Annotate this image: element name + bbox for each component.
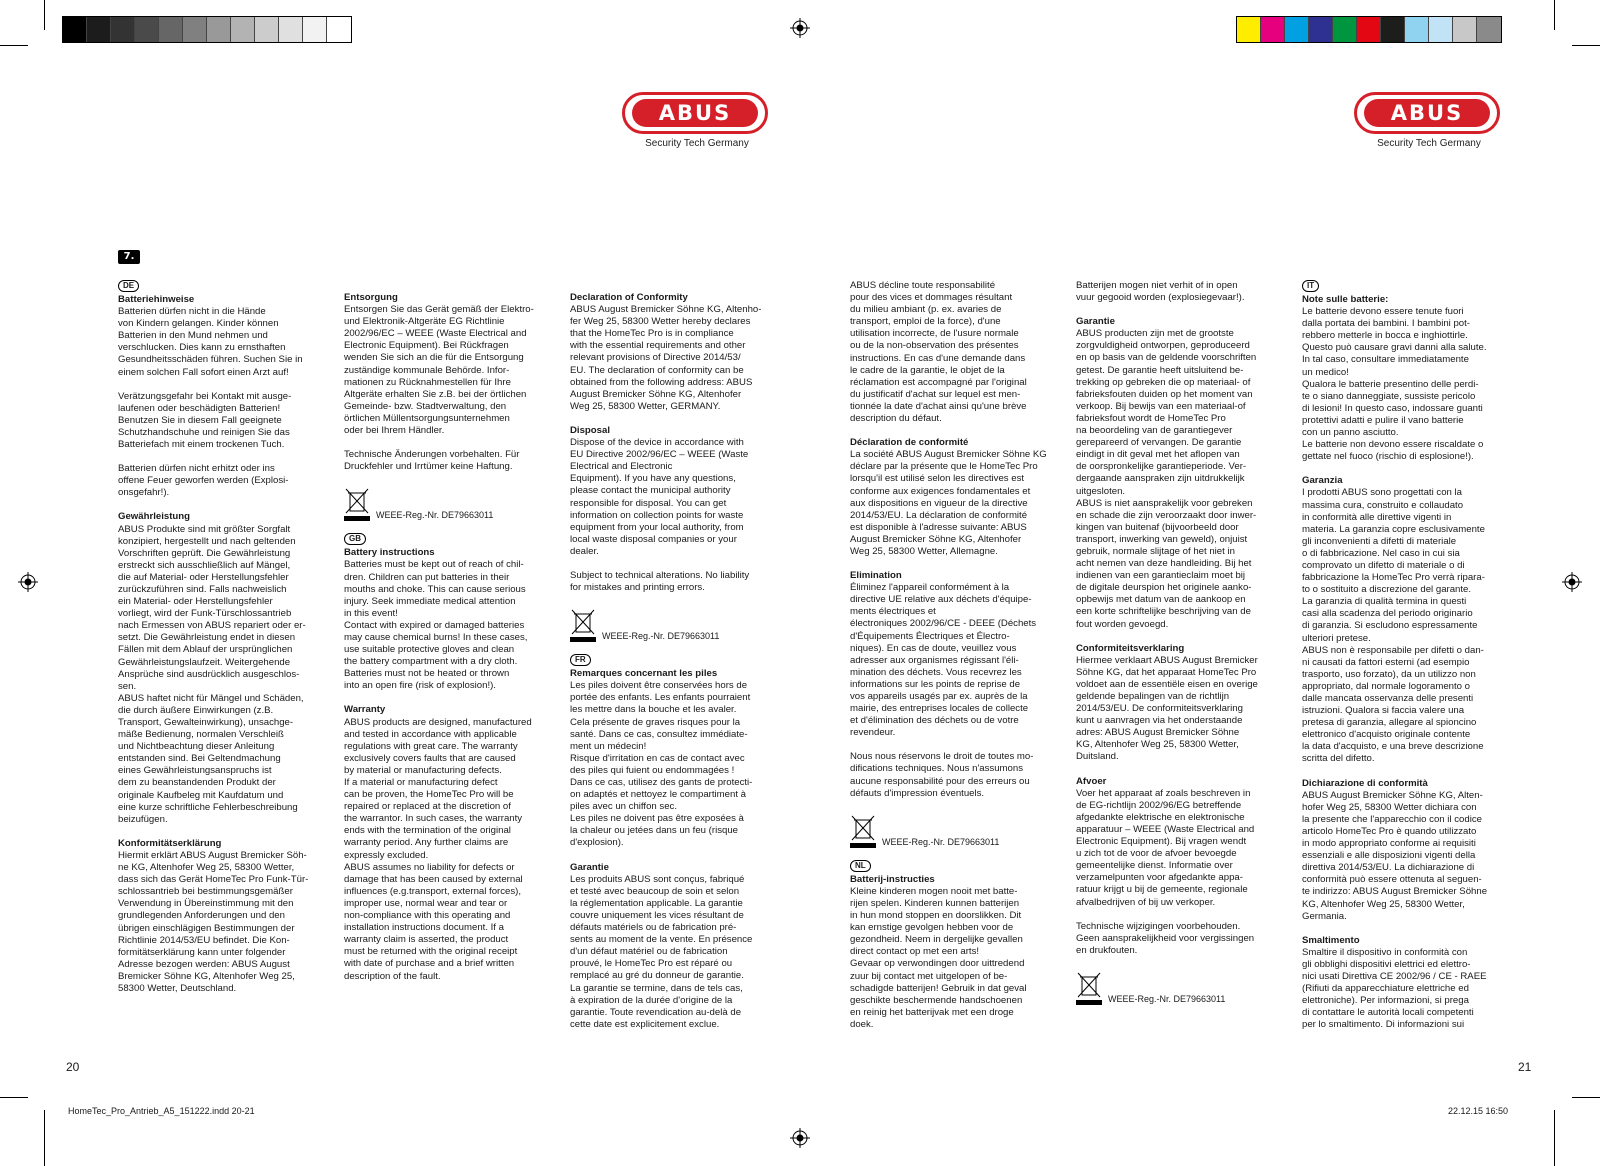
heading: Garanzia <box>1302 475 1343 487</box>
paragraph: Les piles doivent être conservées hors de portée des enfants. Les enfants pourraient les mettre dans la bouche et les avaler. Cela présente de graves risques pour la santé. Dans ce cas, consultez immédiate- ment un médecin! Risque d'irritation en cas de contact avec des piles qui fuient ou endommagées ! Dans ce cas, utilisez des gants de protecti- on adaptés et nettoyez le compartiment à piles avec un chiffon sec. Les piles ne doivent pas être exposées à la chaleur ou jetées dans un feu (risque d'explosion). <box>570 680 753 849</box>
paragraph: Batterien dürfen nicht erhitzt oder ins offene Feuer geworfen werden (Explosi- onsgefahr!). <box>118 463 289 499</box>
registration-mark-icon <box>790 1128 810 1148</box>
crossed-bin-icon <box>570 608 596 642</box>
paragraph: Kleine kinderen mogen nooit met batte- rijen spelen. Kinderen kunnen batterijen in hun mond stoppen en doorslikken. Dit kan ernstige gevolgen hebben voor de gezondheid. Neem in dergelijke gevallen direct contact op met een arts! Gevaar op verwondingen door uittredend zuur bij contact met uitgelopen of be- schadigde batterijen! Gebruik in dat geval geschikte beschermende handschoenen en reinig het batterijvak met een droge doek. <box>850 885 1027 1030</box>
crop-mark <box>1572 1097 1600 1098</box>
heading: Entsorgung <box>344 292 398 303</box>
page-number-right: 21 <box>1518 1060 1532 1074</box>
language-badge: NL <box>850 860 871 872</box>
abus-logo <box>1354 92 1504 149</box>
color-swatch <box>135 17 159 42</box>
color-bar <box>1236 16 1502 43</box>
column-de-gb <box>344 292 554 983</box>
heading: Elimination <box>850 570 902 582</box>
heading: Garantie <box>1076 316 1115 328</box>
abus-logo <box>622 92 772 149</box>
color-swatch <box>63 17 87 42</box>
crossed-bin-icon <box>1076 971 1102 1005</box>
color-swatch <box>1429 17 1453 42</box>
weee-label: WEEE-Reg.-Nr. DE79663011 <box>882 836 1000 847</box>
heading: Declaration of Conformity <box>570 292 688 303</box>
crossed-bin-icon <box>344 487 370 521</box>
section-number: 7. <box>118 250 140 264</box>
logo-tagline: Security Tech Germany <box>645 138 749 149</box>
weee-symbol <box>570 608 780 642</box>
paragraph: ABUS products are designed, manufactured and tested in accordance with applicable regulations with great care. The warranty exclusively covers faults that are caused by material or manufacturing defects. If a material or manufacturing defect can be proven, the HomeTec Pro will be repaired or replaced at the discretion of the warrantor. In such cases, the warranty ends with the termination of the original warranty period. Any further claims are expressly excluded. ABUS assumes no liability for defects or damage that has been caused by external influences (e.g.transport, external forces), improper use, normal wear and tear or non-compliance with this operating and installation instructions document. If a warranty claim is asserted, the product must be returned with the original receipt with date of purchase and a brief written description of the fault. <box>344 716 532 982</box>
weee-label: WEEE-Reg.-Nr. DE79663011 <box>602 631 720 642</box>
color-swatch <box>327 17 351 42</box>
paragraph: ABUS producten zijn met de grootste zorgvuldigheid ontworpen, geproduceerd en op basis van de geldende voorschriften getest. De garantie heeft uitsluitend be- trekking op gebreken die op materiaal- of fabrieksfouten duiden op het moment van verkoop. Bij bewijs van een materiaal-of fabrieksfout wordt de HomeTec Pro na beoordeling van de garantiegever gerepareerd of vervangen. De garantie eindigt in dit geval met het aflopen van de oorspronkelijke garantieperiode. Ver- dergaande aanspraken zijn uitdrukkelijk uitgesloten. ABUS is niet aansprakelijk voor gebreken en schade die zijn veroorzaakt door inwer- kingen van buitenaf (bijvoorbeeld door transport, inwerking van geweld), onjuist gebruik, normale slijtage of het niet in acht nemen van deze handleiding. Bij het indienen van een garantieclaim moet bij de digitale deurspion het originele aanko- opbewijs met datum van de aankoop en een korte schriftelijke beschrijving van de fout worden gevoegd. <box>1076 328 1257 630</box>
color-swatch <box>1405 17 1429 42</box>
color-swatch <box>87 17 111 42</box>
column-fr-nl <box>850 280 1060 1031</box>
color-swatch <box>279 17 303 42</box>
heading: Gewährleistung <box>118 511 190 523</box>
color-swatch <box>1477 17 1501 42</box>
registration-mark-icon <box>18 572 38 592</box>
color-swatch <box>1237 17 1261 42</box>
language-badge: FR <box>570 654 591 666</box>
paragraph: Entsorgen Sie das Gerät gemäß der Elektro- und Elektronik-Altgeräte EG Richtlinie 2002/96/EC – WEEE (Waste Electrical and Electronic Equipment). Bei Rückfragen wenden Sie sich an die für die Entsorgung zuständige kommunale Behörde. Infor- mationen zu Rücknahmestellen für Ihre Altgeräte erhalten Sie z.B. bei der örtlichen Gemeinde- bzw. Stadtverwaltung, den örtlichen Müllentsorgungsunternehmen oder bei Ihrem Händler. <box>344 304 534 437</box>
paragraph: ABUS August Bremicker Söhne KG, Altenho- fer Weg 25, 58300 Wetter hereby declares that the HomeTec Pro is in compliance with the essential requirements and other relevant provisions of Directive 2014/53/ EU. The declaration of conformity can be obtained from the following address: ABUS August Bremicker Söhne KG, Altenhofer Weg 25, 58300 Wetter, GERMANY. <box>570 304 762 412</box>
paragraph: Dispose of the device in accordance with EU Directive 2002/96/EC – WEEE (Waste Electrical and Electronic Equipment). If you have any questions, please contact the municipal authority responsible for disposal. You can get information on collection points for waste equipment from your local authority, from local waste disposal companies or your dealer. <box>570 437 749 557</box>
crop-mark <box>44 1110 45 1166</box>
color-swatch <box>1333 17 1357 42</box>
color-swatch <box>1261 17 1285 42</box>
paragraph: Voer het apparaat af zoals beschreven in de EG-richtlijn 2002/96/EG betreffende afgedankte elektrische en elektronische apparatuur – WEEE (Waste Electrical and Electronic Equipment). Bij vragen wendt u zich tot de voor de afvoer bevoegde gemeentelijke dienst. Informatie over verzamelpunten voor afgedankte appa- ratuur krijgt u bij de gemeente, regionale afvalbedrijven of bij uw verkoper. <box>1076 787 1255 908</box>
paragraph: Technische wijzigingen voorbehouden. Geen aansprakelijkheid voor vergissingen en drukfouten. <box>1076 920 1255 956</box>
heading: Afvoer <box>1076 775 1107 787</box>
color-swatch <box>1453 17 1477 42</box>
column-gb-fr <box>570 292 780 1031</box>
logo-text: ABUS <box>1364 99 1490 127</box>
language-badge: GB <box>344 533 366 545</box>
heading: Disposal <box>570 424 610 436</box>
paragraph: Éliminez l'appareil conformément à la directive UE relative aux déchets d'équipe- ments électriques et électroniques 2002/96/CE - DEEE (Déchets d'Équipements Électriques et Électro- niques). En cas de doute, veuillez vous adresser aux organismes régissant l'éli- mination des déchets. Vous recevrez les informations sur les points de reprise de vos appareils usagés par ex. auprès de la mairie, des entreprises locales de collecte et d'élimination des déchets ou de votre revendeur. <box>850 582 1037 739</box>
paragraph: ABUS Produkte sind mit größter Sorgfalt konzipiert, hergestellt und nach geltenden Vorschriften geprüft. Die Gewährleistung erstreckt sich ausschließlich auf Mängel, die auf Material- oder Herstellungsfehler zurückzuführen sind. Falls nachweislich ein Material- oder Herstellungsfehler vorliegt, wird der Funk-Türschlossantrieb nach Ermessen von ABUS repariert oder er- setzt. Die Gewährleistung endet in diesen Fällen mit dem Ablauf der ursprünglichen Gewährleistungslaufzeit. Weitergehende Ansprüche sind ausdrücklich ausgeschlos- sen. ABUS haftet nicht für Mängel und Schäden, die durch äußere Einwirkungen (z.B. Transport, Gewalteinwirkung), unsachge- mäße Bedienung, normalen Verschleiß und Nichtbeachtung dieser Anleitung entstanden sind. Bei Geltendmachung eines Gewährleistungsanspruchs ist dem zu beanstandenden Produkt der originale Kaufbeleg mit Kaufdatum und eine kurze schriftliche Fehlerbeschreibung beizufügen. <box>118 523 306 825</box>
paragraph: Batterien dürfen nicht in die Hände von Kindern gelangen. Kinder können Batterien in den Mund nehmen und verschlucken. Dies kann zu ernsthaften Gesundheitsschäden führen. Suchen Sie in einem solchen Fall sofort einen Arzt auf! <box>118 306 303 378</box>
paragraph: Smaltire il dispositivo in conformità con gli obblighi dispositivi elettrici ed elettro- nici usati Direttiva CE 2002/96 / CE - RAEE (Rifiuti da apparecchiature elettriche ed elettroniche). Per informazioni, si prega di contattare le autorità locali competenti per lo smaltimento. Di informazioni sui <box>1302 946 1487 1031</box>
column-de <box>118 280 328 995</box>
registration-mark-icon <box>1562 572 1582 592</box>
paragraph: ABUS décline toute responsabilité pour des vices et dommages résultant du milieu ambiant (p. ex. avaries de transport, emploi de la force), d'une utilisation incorrecte, de l'usure normale ou de la non-observation des présentes instructions. En cas d'une demande dans le cadre de la garantie, le objet de la réclamation est accompagné par l'original du justificatif d'achat sur lequel est men- tionnée la date d'achat ainsi qu'une brève description du défaut. <box>850 280 1027 425</box>
paragraph: Batteries must be kept out of reach of chil- dren. Children can put batteries in their mouths and choke. This can cause serious injury. Seek immediate medical attention in this event! Contact with expired or damaged batteries may cause chemical burns! In these cases, use suitable protective gloves and clean the battery compartment with a dry cloth. Batteries must not be heated or thrown into an open fire (risk of explosion!). <box>344 559 528 692</box>
paragraph: Subject to technical alterations. No liability for mistakes and printing errors. <box>570 569 750 594</box>
paragraph: Le batterie devono essere tenute fuori dalla portata dei bambini. I bambini pot- rebbero metterle in bocca e inghiottirle. Questo può causare gravi danni alla salute. In tal caso, consultare immediatamente un medico! Qualora le batterie presentino delle perdi- te o siano danneggiate, sussiste pericolo di lesioni! In questo caso, indossare guanti protettivi adatti e pulire il vano batterie con un panno asciutto. Le batterie non devono essere riscaldate o gettate nel fuoco (rischio di esplosione!). <box>1302 306 1487 463</box>
color-swatch <box>1285 17 1309 42</box>
paragraph: Les produits ABUS sont conçus, fabriqué et testé avec beaucoup de soin et selon la réglementation applicable. La garantie couvre uniquement les vices résultant de défauts matériels ou de fabrication pré- sents au moment de la vente. En présence d'un défaut matériel ou de fabrication prouvé, le HomeTec Pro est réparé ou remplacé au gré du donneur de garantie. La garantie se termine, dans de tels cas, à expiration de la durée d'origine de la garantie. Toute revendication au-delà de cette date est explicitement exclue. <box>570 873 753 1030</box>
weee-symbol <box>850 814 1060 848</box>
heading: Batterij-instructies <box>850 873 935 885</box>
paragraph: Batterijen mogen niet verhit of in open vuur gegooid worden (explosiegevaar!). <box>1076 280 1245 304</box>
color-swatch <box>1357 17 1381 42</box>
heading: Conformiteitsverklaring <box>1076 642 1185 654</box>
paragraph: Nous nous réservons le droit de toutes mo- difications techniques. Nous n'assumons aucune responsabilité pour des erreurs ou défauts d'impression éventuels. <box>850 751 1034 799</box>
paragraph: Technische Änderungen vorbehalten. Für Druckfehler und Irrtümer keine Haftung. <box>344 449 520 473</box>
heading: Remarques concernant les piles <box>570 668 718 680</box>
weee-symbol <box>1076 971 1286 1005</box>
color-swatch <box>255 17 279 42</box>
crop-mark <box>0 1097 28 1098</box>
logo-tagline: Security Tech Germany <box>1377 138 1481 149</box>
heading: Smaltimento <box>1302 934 1360 946</box>
color-swatch <box>231 17 255 42</box>
weee-label: WEEE-Reg.-Nr. DE79663011 <box>1108 993 1226 1004</box>
heading: Garantie <box>570 861 609 873</box>
language-badge: DE <box>118 280 139 292</box>
logo-text: ABUS <box>632 99 758 127</box>
color-swatch <box>1309 17 1333 42</box>
color-swatch <box>159 17 183 42</box>
page-number-left: 20 <box>66 1060 80 1074</box>
color-swatch <box>303 17 327 42</box>
footer-filename: HomeTec_Pro_Antrieb_A5_151222.indd 20-21 <box>68 1106 255 1116</box>
weee-label: WEEE-Reg.-Nr. DE79663011 <box>376 510 494 521</box>
paragraph: I prodotti ABUS sono progettati con la massima cura, construito e collaudato in conformità alle direttive vigenti in materia. La garanzia copre esclusivamente gli inconvenienti a difetti di materiale o di fabbricazione. Nel caso in cui sia comprovato un difetto di materiale o di fabbricazione la HomeTec Pro verrà ripara- to o sostituito a discrezione del garante. La garanzia di qualità termina in questi casi alla scadenza del periodo originario di garanzia. Si escludono espressamente ulteriori pretese. ABUS non è responsabile per difetti o dan- ni causati da fattori esterni (ad esempio trasporto, uso forzato), da un utilizzo non appropriato, dal normale logoramento o dalle mancata osservanza delle presenti istruzioni. Qualora si faccia valere una pretesa di garanzia, allegare al spioncino elettronico d'acquisto originale contente la data d'acquisto, e una breve descrizione scritta del difetto. <box>1302 487 1485 765</box>
crossed-bin-icon <box>850 814 876 848</box>
heading: Dichiarazione di conformità <box>1302 777 1428 789</box>
registration-mark-icon <box>790 18 810 38</box>
footer-date: 22.12.15 16:50 <box>1448 1106 1509 1116</box>
heading: Note sulle batterie: <box>1302 294 1389 305</box>
paragraph: La société ABUS August Bremicker Söhne KG déclare par la présente que le HomeTec Pro lorsqu'il est utilisé selon les directives est conforme aux exigences fondamentales et aux dispositions en vigueur de la directive 2014/53/EU. La déclaration de conformité est disponible à l'adresse suivante: ABUS August Bremicker Söhne KG, Altenhofer Weg 25, 58300 Wetter, Allemagne. <box>850 449 1047 557</box>
language-badge: IT <box>1302 280 1319 292</box>
color-swatch <box>1381 17 1405 42</box>
paragraph: Hiermee verklaart ABUS August Bremicker Söhne KG, dat het apparaat HomeTec Pro voldoet aan de essentiële eisen en overige geldende bepalingen van de richtlijn 2014/53/EU. De conformiteitsverklaring kunt u aanvragen via het onderstaande adres: ABUS August Bremicker Söhne KG, Altenhofer Weg 25, 58300 Wetter, Duitsland. <box>1076 654 1258 763</box>
crop-mark <box>1572 45 1600 46</box>
crop-mark <box>1554 1110 1555 1166</box>
heading: Batteriehinweise <box>118 294 195 305</box>
crop-mark <box>0 45 28 46</box>
color-swatch <box>111 17 135 42</box>
weee-symbol <box>344 487 554 521</box>
heading: Warranty <box>344 704 386 716</box>
color-swatch <box>207 17 231 42</box>
heading: Battery instructions <box>344 547 435 559</box>
column-it <box>1302 280 1512 1031</box>
crop-mark <box>1554 0 1555 30</box>
crop-mark <box>44 0 45 30</box>
heading: Déclaration de conformité <box>850 437 969 449</box>
paragraph: ABUS August Bremicker Söhne KG, Alten- hofer Weg 25, 58300 Wetter dichiara con la presente che l'apparecchio con il codice articolo HomeTec Pro è quando utilizzato in modo appropriato conforme ai requisiti essenziali e alle disposizioni vigenti della direttiva 2014/53/EU. La dichiarazione di conformità può essere ottenuta al seguen- te indirizzo: ABUS August Bremicker Söhne KG, Altenhofer Weg 25, 58300 Wetter, Germania. <box>1302 789 1488 922</box>
column-nl <box>1076 280 1286 1017</box>
color-swatch <box>183 17 207 42</box>
heading: Konformitätserklärung <box>118 837 222 849</box>
paragraph: Hiermit erklärt ABUS August Bremicker Söh- ne KG, Altenhofer Weg 25, 58300 Wetter, dass sich das Gerät HomeTec Pro Funk-Tür- schlossantrieb bei bestimmungsgemäßer Verwendung in Übereinstimmung mit den grundlegenden Anforderungen und den übrigen einschlägigen Bestimmungen der Richtlinie 2014/53/EU befindet. Die Kon- formitätserklärung kann unter folgender Adresse bezogen werden: ABUS August Bremicker Söhne KG, Altenhofer Weg 25, 58300 Wetter, Deutschland. <box>118 849 309 994</box>
grayscale-bar <box>62 16 352 43</box>
paragraph: Verätzungsgefahr bei Kontakt mit ausge- laufenen oder beschädigten Batterien! Benutzen Sie in diesem Fall geeignete Schutzhandschuhe und reinigen Sie das Batteriefach mit einem trockenen Tuch. <box>118 390 292 451</box>
